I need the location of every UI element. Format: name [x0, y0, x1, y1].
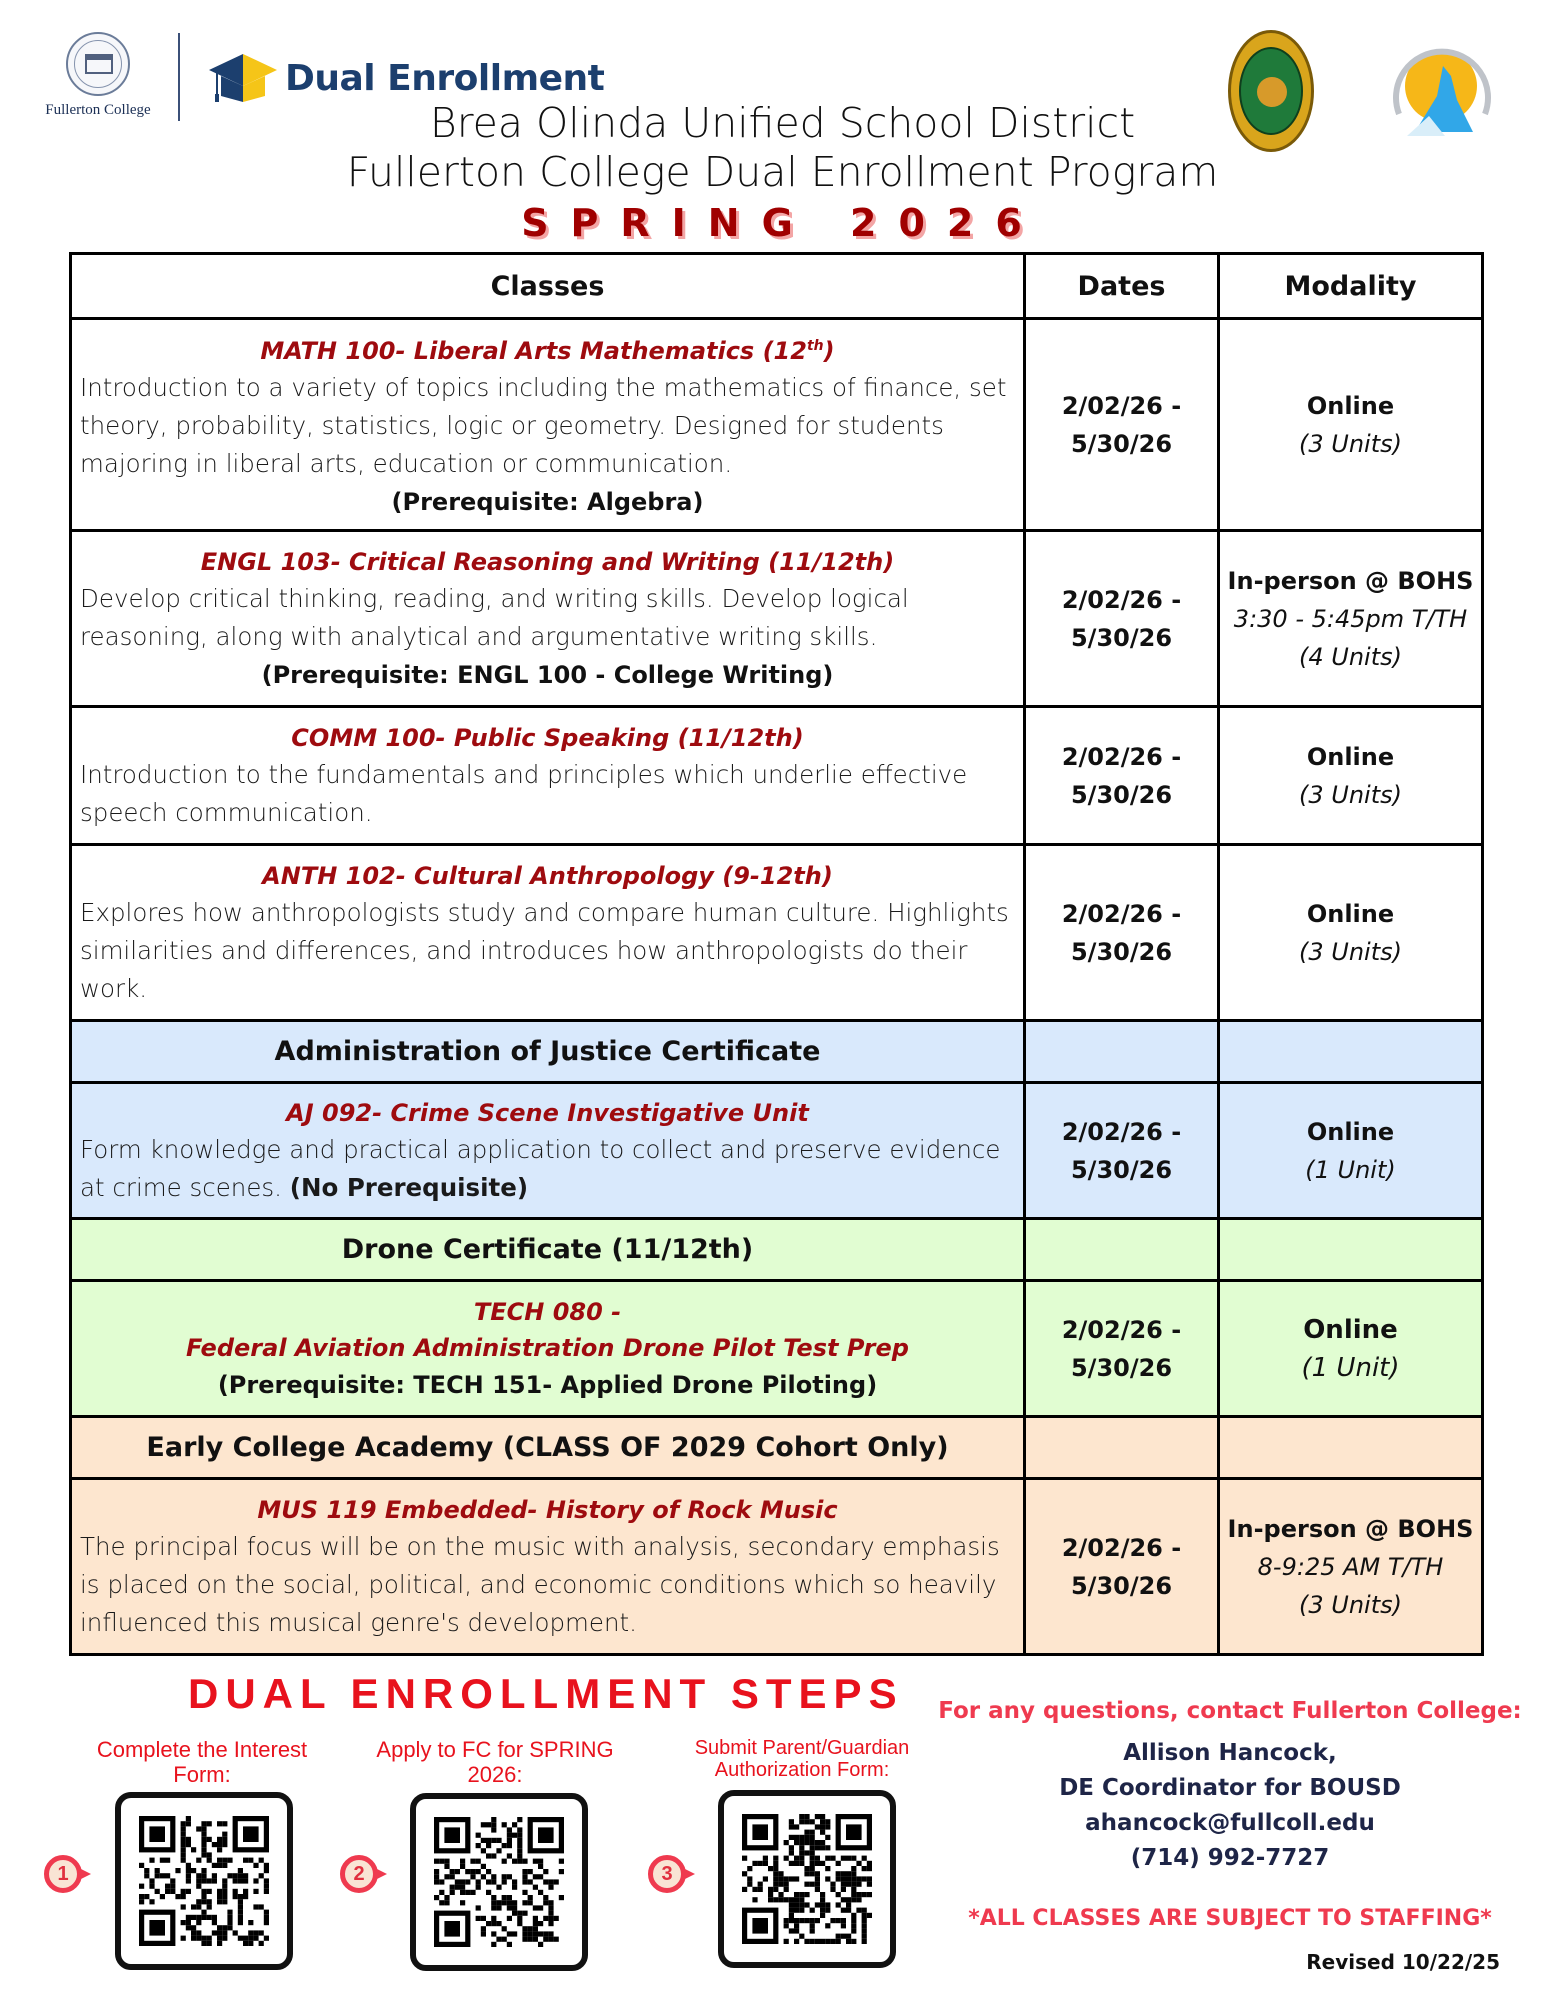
header-modality: Modality [1219, 254, 1483, 319]
course-title: ENGL 103- Critical Reasoning and Writing (11/12th) [200, 547, 895, 576]
step-number-badge: 2 [340, 1855, 378, 1893]
modality: Online [1303, 1314, 1398, 1345]
step-1 [72, 1737, 332, 1789]
program-title: Fullerton College Dual Enrollment Program [346, 148, 1219, 196]
class-cell [71, 707, 1025, 845]
course-title-subtitle: Federal Aviation Administration Drone Pilot Test Prep [186, 1333, 909, 1362]
dates-cell: 2/02/26 - 5/30/26 [1025, 531, 1219, 707]
dates-cell: 2/02/26 - 5/30/26 [1025, 319, 1219, 531]
class-cell [71, 845, 1025, 1021]
course-description: Introduction to the fundamentals and principles which underlie effective speech communication. [80, 759, 968, 827]
modality: Online [1306, 742, 1395, 771]
section-heading: Administration of Justice Certificate [71, 1021, 1025, 1083]
course-title: TECH 080 - [473, 1297, 622, 1326]
college-name: Fullerton College [45, 102, 151, 118]
units: (1 Unit) [1305, 1155, 1396, 1184]
class-cell [71, 1281, 1025, 1417]
step-number-badge: 3 [648, 1855, 686, 1893]
dates-cell: 2/02/26 - 5/30/26 [1025, 1479, 1219, 1655]
meeting-time: 8-9:25 AM T/TH [1257, 1552, 1444, 1581]
dual-enrollment-brand [207, 52, 604, 104]
contact-phone[interactable]: (714) 992-7727 [1130, 1845, 1330, 1871]
step-2 [365, 1737, 625, 1789]
qr-code-apply-fc[interactable] [410, 1793, 588, 1971]
course-prerequisite: (No Prerequisite) [289, 1172, 529, 1202]
qr-code-icon [139, 1816, 269, 1946]
table-row [71, 1083, 1483, 1219]
course-title: COMM 100- Public Speaking (11/12th) [291, 723, 804, 752]
modality-cell [1219, 1479, 1483, 1655]
meeting-time: 3:30 - 5:45pm T/TH [1233, 604, 1468, 633]
course-title: MUS 119 Embedded- History of Rock Music [257, 1495, 838, 1524]
step-label: Complete the Interest Form: [96, 1737, 308, 1787]
class-cell [71, 1083, 1025, 1219]
course-title: ANTH 102- Cultural Anthropology (9-12th) [262, 861, 833, 890]
step-3 [672, 1737, 932, 1789]
steps-title: DUAL ENROLLMENT STEPS [188, 1670, 904, 1717]
class-cell [71, 319, 1025, 531]
class-cell [71, 531, 1025, 707]
units: (1 Unit) [1301, 1352, 1400, 1383]
table-row [71, 1479, 1483, 1655]
step-label: Submit Parent/Guardian Authorization Form: [694, 1737, 910, 1781]
qr-code-interest-form[interactable] [115, 1792, 293, 1970]
units: (3 Units) [1299, 780, 1402, 809]
header-dates: Dates [1025, 254, 1219, 319]
modality: In-person @ BOHS [1227, 1514, 1474, 1543]
contact-email[interactable]: ahancock@fullcoll.edu [1085, 1810, 1375, 1836]
dates-cell: 2/02/26 - 5/30/26 [1025, 1281, 1219, 1417]
qr-code-icon [742, 1814, 872, 1944]
section-heading: Drone Certificate (11/12th) [71, 1219, 1025, 1281]
fullerton-college-seal-icon [66, 32, 130, 96]
table-row [71, 1281, 1483, 1417]
contact-block [930, 1698, 1530, 1876]
step-number-badge: 1 [44, 1855, 82, 1893]
dates-cell: 2/02/26 - 5/30/26 [1025, 707, 1219, 845]
brea-canyon-high-school-logo [1385, 36, 1495, 146]
qr-code-authorization-form[interactable] [718, 1790, 896, 1968]
modality: Online [1306, 899, 1395, 928]
section-header-row [71, 1417, 1483, 1479]
header-classes: Classes [71, 254, 1025, 319]
modality-cell [1219, 319, 1483, 531]
course-title: AJ 092- Crime Scene Investigative Unit [286, 1098, 809, 1127]
modality: Online [1306, 1117, 1395, 1146]
class-cell [71, 1479, 1025, 1655]
graduation-cap-icon [207, 52, 279, 104]
units: (4 Units) [1299, 642, 1402, 671]
table-row [71, 319, 1483, 531]
course-description: Explores how anthropologists study and compare human culture. Highlights similarities and differences, and introduces how anthropologists do their work. [80, 897, 1009, 1003]
modality-cell [1219, 707, 1483, 845]
qr-code-icon [434, 1817, 564, 1947]
table-header-row [71, 254, 1483, 319]
table-row [71, 531, 1483, 707]
modality-cell [1219, 1281, 1483, 1417]
contact-name: Allison Hancock, [1123, 1740, 1337, 1766]
modality-cell [1219, 531, 1483, 707]
contact-heading: For any questions, contact Fullerton College: [938, 1698, 1522, 1724]
units: (3 Units) [1299, 429, 1402, 458]
table-row [71, 707, 1483, 845]
section-header-row [71, 1219, 1483, 1281]
modality-cell [1219, 1083, 1483, 1219]
contact-role: DE Coordinator for BOUSD [1059, 1775, 1401, 1801]
units: (3 Units) [1299, 937, 1402, 966]
course-prerequisite: (Prerequisite: ENGL 100 - College Writing) [261, 660, 834, 689]
course-title: MATH 100- Liberal Arts Mathematics (12th) [260, 337, 835, 365]
modality-cell [1219, 845, 1483, 1021]
table-row [71, 845, 1483, 1021]
step-label: Apply to FC for SPRING 2026: [376, 1737, 614, 1787]
course-description: Form knowledge and practical application to collect and preserve evidence at crime scenes. (No Prerequisite) [80, 1134, 1001, 1202]
units: (3 Units) [1299, 1590, 1402, 1619]
course-description: The principal focus will be on the music with analysis, secondary emphasis is placed on the social, political, and economic conditions which so heavily influenced this musical genre's development. [80, 1531, 1000, 1637]
section-heading: Early College Academy (CLASS OF 2029 Cohort Only) [71, 1417, 1025, 1479]
modality: In-person @ BOHS [1227, 566, 1474, 595]
brea-olinda-wildcats-logo [1228, 30, 1314, 152]
dates-cell: 2/02/26 - 5/30/26 [1025, 845, 1219, 1021]
revised-date: Revised 10/22/25 [1306, 1950, 1500, 1974]
brand-title: Dual Enrollment [285, 57, 605, 99]
course-description: Introduction to a variety of topics including the mathematics of finance, set theory, probability, statistics, logic or geometry. Designed for students majoring in liberal arts, education or communication. [80, 373, 1007, 478]
section-header-row [71, 1021, 1483, 1083]
district-title: Brea Olinda Unified School District [429, 99, 1136, 147]
modality: Online [1306, 391, 1395, 420]
season-title: SPRING 2026 [521, 201, 1044, 245]
staffing-note: *ALL CLASSES ARE SUBJECT TO STAFFING* [968, 1906, 1492, 1931]
classes-table [69, 252, 1484, 1656]
dates-cell: 2/02/26 - 5/30/26 [1025, 1083, 1219, 1219]
course-prerequisite: (Prerequisite: TECH 151- Applied Drone Piloting) [217, 1370, 878, 1399]
course-prerequisite: (Prerequisite: Algebra) [391, 488, 704, 516]
course-description: Develop critical thinking, reading, and writing skills. Develop logical reasoning, along with analytical and argumentative writing skills. [80, 583, 909, 651]
